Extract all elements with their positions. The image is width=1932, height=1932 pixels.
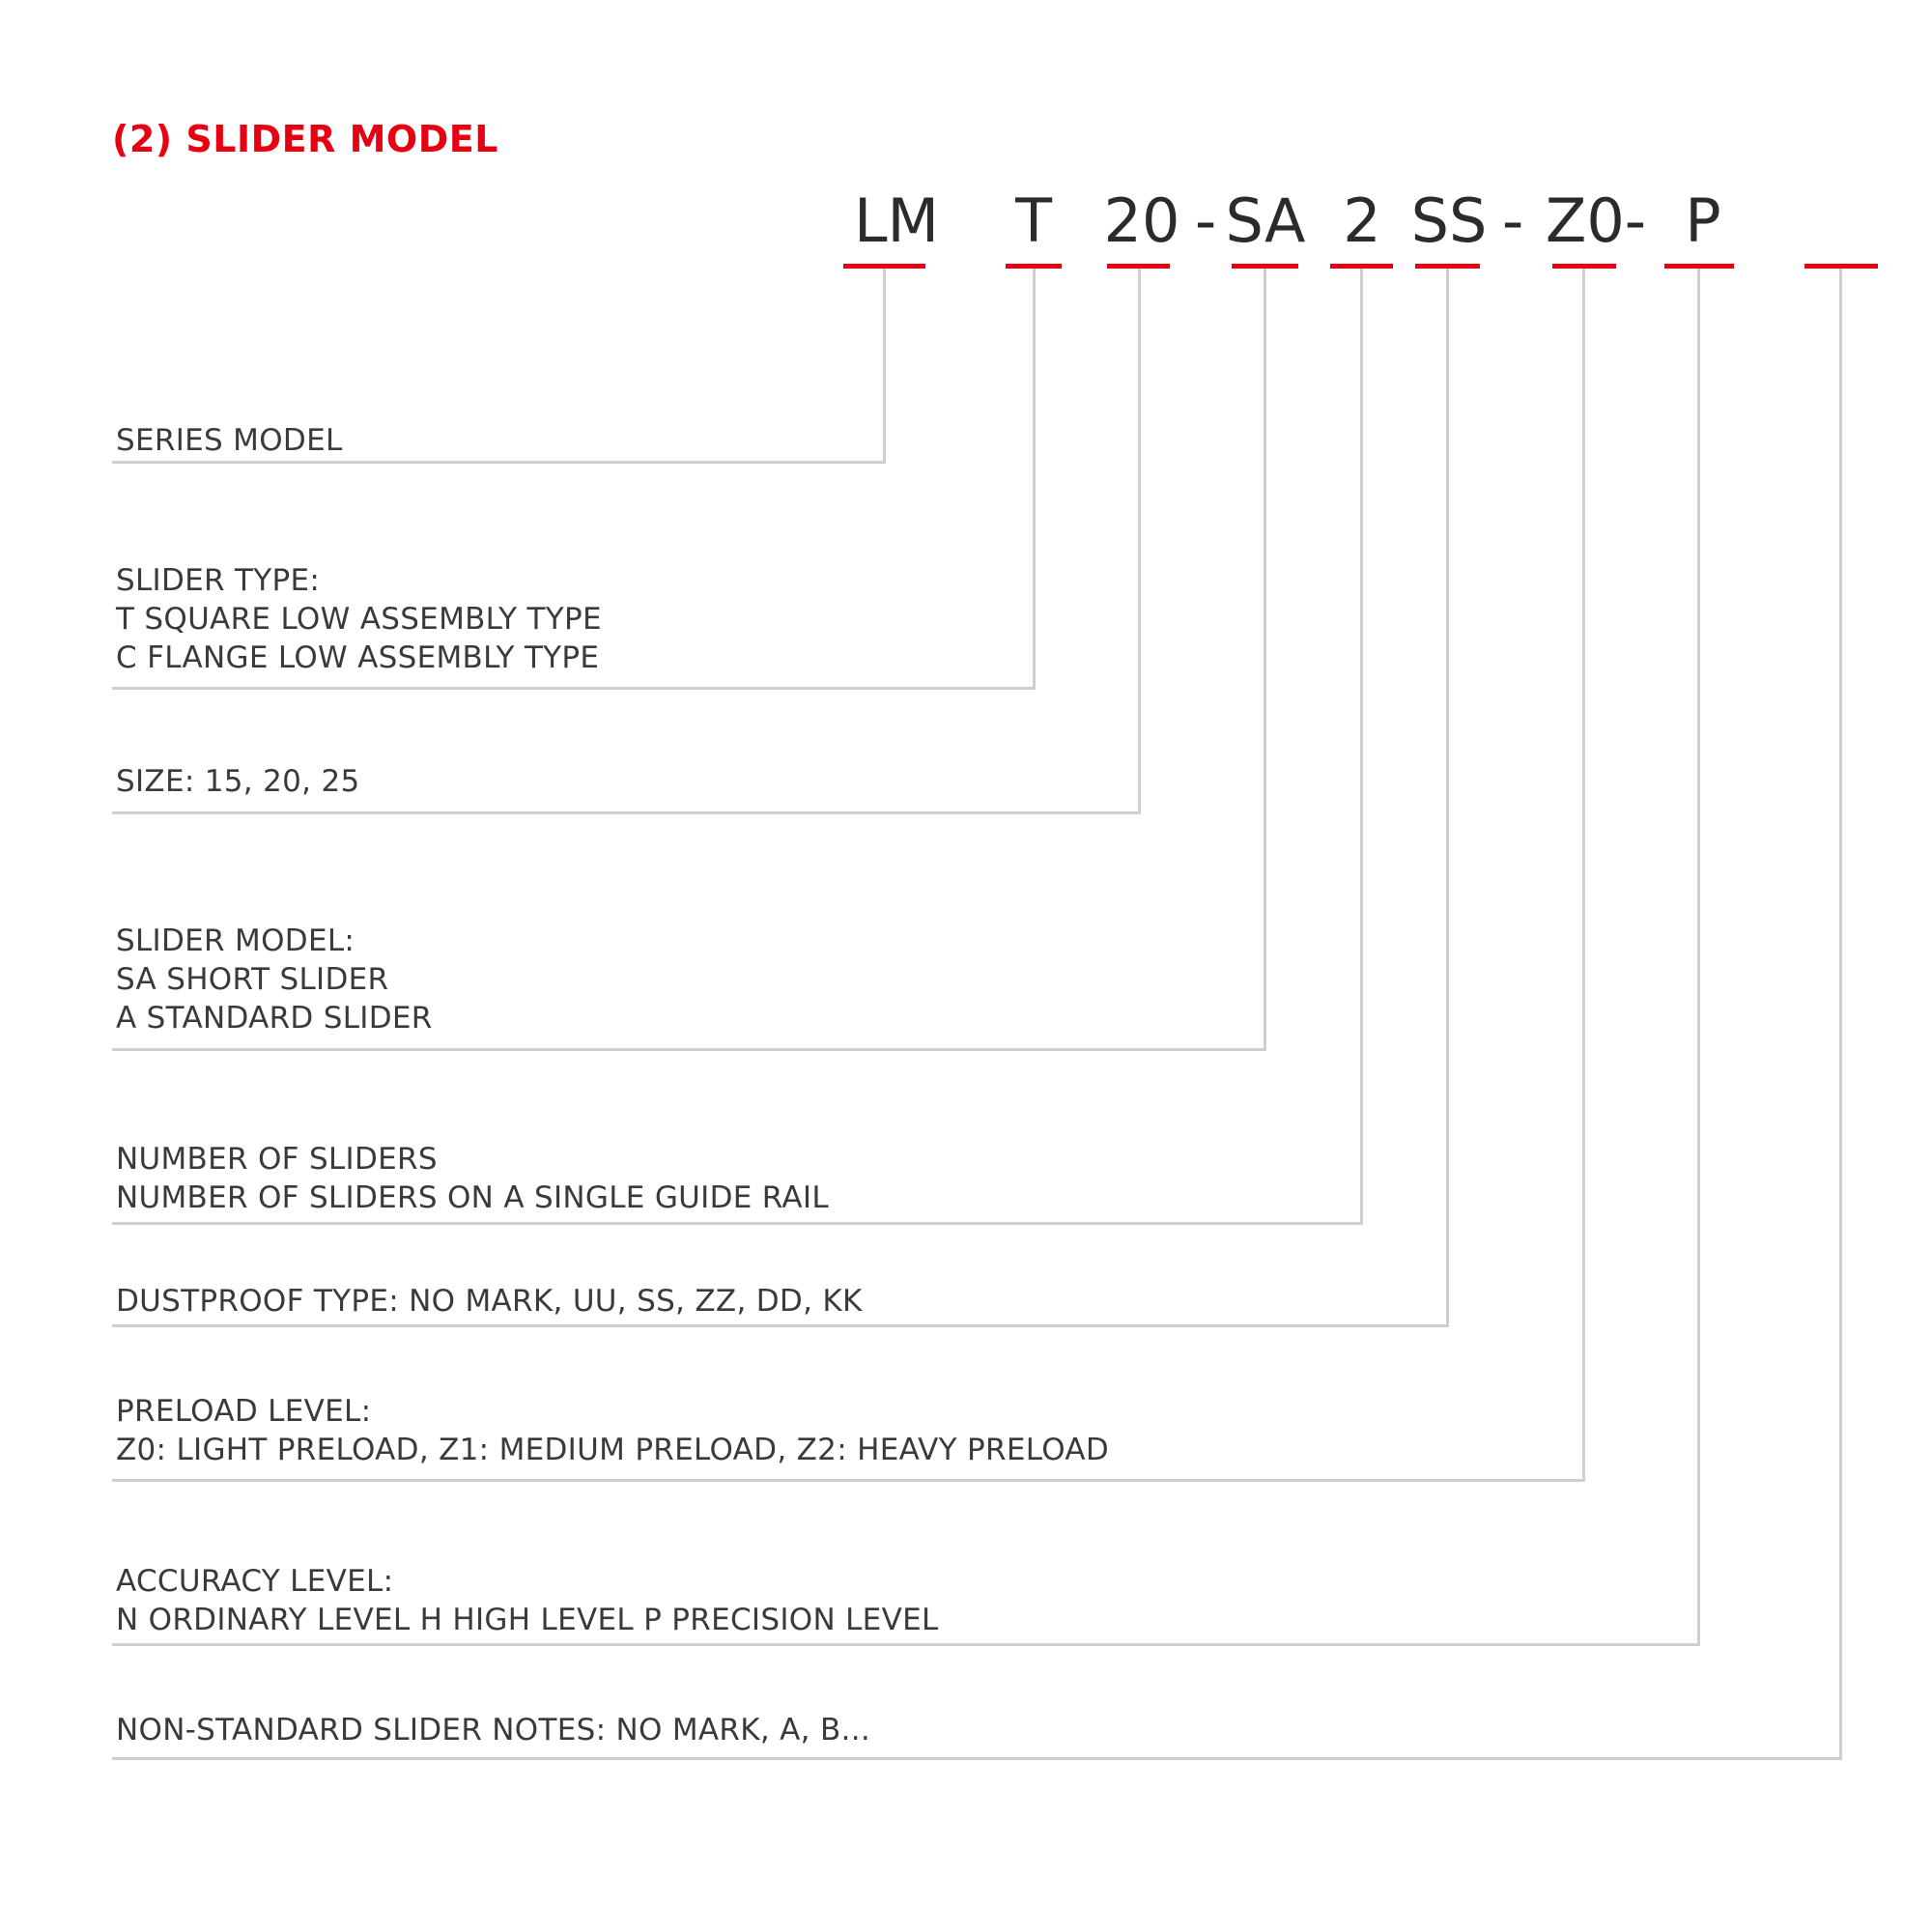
field-line: NUMBER OF SLIDERS bbox=[116, 1142, 438, 1177]
field-slider-model bbox=[116, 922, 433, 1037]
field-line: Z0: LIGHT PRELOAD, Z1: MEDIUM PRELOAD, Z2: HEAVY PRELOAD bbox=[116, 1433, 1110, 1467]
connector-horizontal bbox=[112, 461, 886, 464]
field-line: A STANDARD SLIDER bbox=[116, 1001, 433, 1036]
connector-vertical bbox=[1697, 269, 1700, 1646]
field-line: N ORDINARY LEVEL H HIGH LEVEL P PRECISION LEVEL bbox=[116, 1603, 939, 1637]
field-line: SLIDER TYPE: bbox=[116, 563, 321, 598]
code-dash-1: - bbox=[1194, 185, 1217, 256]
field-line: SLIDER MODEL: bbox=[116, 923, 355, 958]
field-line: NUMBER OF SLIDERS ON A SINGLE GUIDE RAIL bbox=[116, 1180, 829, 1215]
field-line: T SQUARE LOW ASSEMBLY TYPE bbox=[116, 602, 602, 637]
code-type: T bbox=[1015, 185, 1052, 256]
connector-vertical bbox=[1839, 269, 1842, 1760]
field-slider-type bbox=[116, 561, 602, 677]
code-size: 20 bbox=[1103, 185, 1180, 256]
field-line: C FLANGE LOW ASSEMBLY TYPE bbox=[116, 640, 600, 675]
connector-vertical bbox=[1138, 269, 1141, 814]
field-size bbox=[116, 762, 360, 801]
connector-vertical bbox=[883, 269, 886, 464]
connector-horizontal bbox=[112, 687, 1036, 690]
connector-horizontal bbox=[112, 1048, 1266, 1051]
connector-vertical bbox=[1033, 269, 1036, 690]
code-slider-model: SA bbox=[1225, 185, 1306, 256]
field-non-standard-notes bbox=[116, 1711, 870, 1749]
section-title: (2) SLIDER MODEL bbox=[112, 118, 498, 160]
connector-vertical bbox=[1264, 269, 1266, 1051]
field-line: SIZE: 15, 20, 25 bbox=[116, 764, 360, 799]
field-dustproof-type bbox=[116, 1282, 863, 1321]
connector-horizontal bbox=[112, 1324, 1449, 1327]
connector-vertical bbox=[1360, 269, 1363, 1225]
connector-vertical bbox=[1582, 269, 1585, 1482]
connector-horizontal bbox=[112, 1222, 1363, 1225]
field-number-of-sliders bbox=[116, 1140, 829, 1217]
code-preload: Z0- bbox=[1545, 185, 1647, 256]
field-line: NON-STANDARD SLIDER NOTES: NO MARK, A, B... bbox=[116, 1713, 871, 1747]
field-preload-level bbox=[116, 1392, 1109, 1469]
connector-vertical bbox=[1446, 269, 1449, 1327]
connector-horizontal bbox=[112, 1643, 1700, 1646]
code-accuracy: P bbox=[1685, 185, 1721, 256]
code-series: LM bbox=[853, 185, 940, 256]
connector-horizontal bbox=[112, 811, 1141, 814]
connector-horizontal bbox=[112, 1757, 1842, 1760]
field-line: ACCURACY LEVEL: bbox=[116, 1564, 394, 1599]
field-line: DUSTPROOF TYPE: NO MARK, UU, SS, ZZ, DD, KK bbox=[116, 1284, 863, 1319]
code-dash-2: - bbox=[1501, 185, 1524, 256]
field-line: PRELOAD LEVEL: bbox=[116, 1394, 372, 1429]
connector-horizontal bbox=[112, 1479, 1585, 1482]
field-accuracy-level bbox=[116, 1562, 939, 1639]
code-dustproof: SS bbox=[1410, 185, 1488, 256]
field-series-model bbox=[116, 421, 343, 460]
field-line: SERIES MODEL bbox=[116, 423, 343, 458]
field-line: SA SHORT SLIDER bbox=[116, 962, 389, 997]
code-number: 2 bbox=[1343, 185, 1381, 256]
